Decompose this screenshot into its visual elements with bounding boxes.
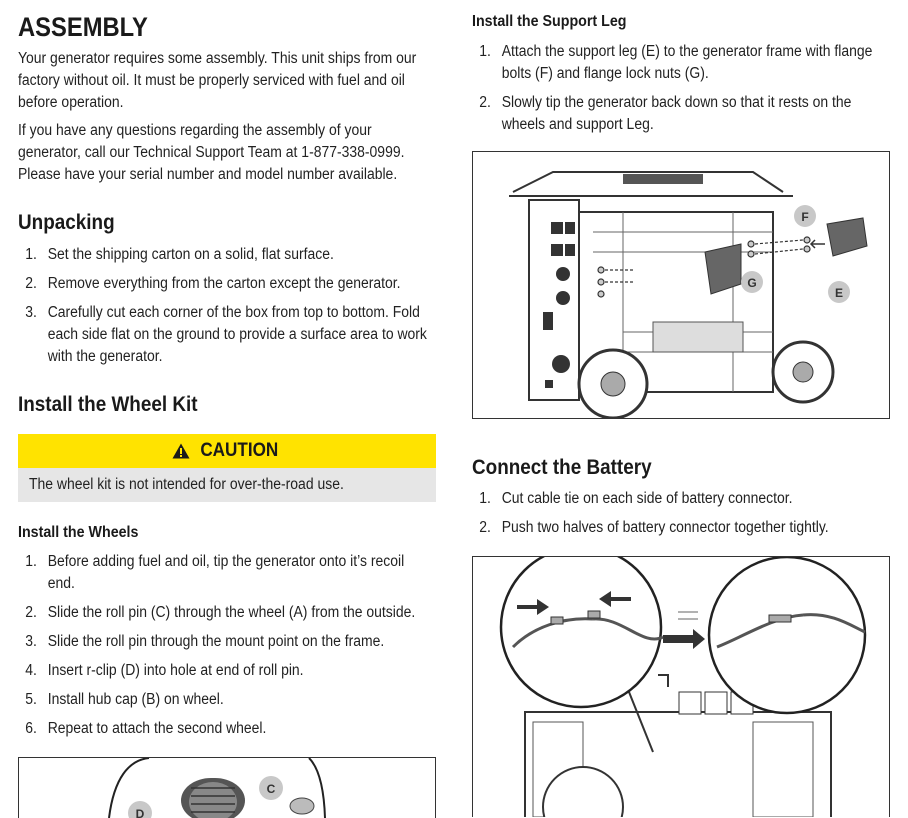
step-text: Slide the roll pin through the mount point on the frame.	[47, 633, 385, 650]
caution-label: CAUTION	[200, 440, 278, 461]
wheel-kit-heading: Install the Wheel Kit	[18, 393, 198, 416]
step-number: 1.	[479, 43, 491, 60]
battery-heading: Connect the Battery	[472, 456, 652, 479]
list-item	[18, 718, 432, 740]
step-number: 2.	[25, 275, 37, 292]
warning-icon	[172, 443, 190, 459]
support-leg-figure	[472, 151, 890, 419]
step-number: 3.	[25, 304, 37, 321]
list-item	[18, 660, 432, 682]
step-number: 1.	[25, 553, 37, 570]
step-text: Attach the support leg (E) to the generator frame with flange bolts (F) and flange lock nuts (G).	[501, 43, 873, 82]
battery-steps	[472, 488, 886, 546]
support-leg-steps	[472, 41, 886, 143]
page-title: ASSEMBLY	[18, 12, 148, 42]
step-text: Slide the roll pin (C) through the wheel (A) from the outside.	[47, 604, 416, 621]
callout-f: F	[801, 210, 809, 224]
support-info: If you have any questions regarding the assembly of your generator, call our Technical Support Team at 1-877-338-0999. Please have your serial number and model number available.	[18, 122, 405, 183]
list-item	[18, 551, 432, 595]
step-text: Remove everything from the carton except the generator.	[47, 275, 401, 292]
list-item	[18, 244, 432, 266]
step-number: 2.	[25, 604, 37, 621]
list-item	[472, 41, 886, 85]
step-number: 5.	[25, 691, 37, 708]
list-item	[18, 689, 432, 711]
caution-message	[18, 468, 436, 502]
step-number: 2.	[479, 519, 491, 536]
install-wheels-heading: Install the Wheels	[18, 524, 139, 541]
step-text: Repeat to attach the second wheel.	[47, 720, 267, 737]
step-text: Slowly tip the generator back down so that it rests on the wheels and support Leg.	[501, 94, 852, 133]
list-item	[472, 488, 886, 510]
callout-c: C	[266, 782, 276, 796]
support-leg-heading: Install the Support Leg	[472, 13, 627, 30]
caution-banner	[18, 434, 436, 468]
list-item	[472, 517, 886, 539]
list-item	[18, 631, 432, 653]
step-text: Before adding fuel and oil, tip the generator onto it’s recoil end.	[47, 553, 405, 592]
list-item	[18, 273, 432, 295]
step-number: 3.	[25, 633, 37, 650]
callout-g: G	[747, 276, 757, 290]
list-item	[472, 92, 886, 136]
callout-d: D	[135, 807, 145, 818]
step-text: Push two halves of battery connector together tightly.	[501, 519, 829, 536]
step-number: 1.	[25, 246, 37, 263]
wheel-kit-figure	[18, 757, 436, 818]
install-wheels-steps	[18, 551, 432, 747]
step-number: 2.	[479, 94, 491, 111]
callout-e: E	[834, 286, 844, 300]
step-text: Set the shipping carton on a solid, flat surface.	[47, 246, 334, 263]
battery-figure	[472, 556, 890, 817]
step-number: 6.	[25, 720, 37, 737]
unpacking-steps	[18, 244, 432, 375]
list-item	[18, 302, 432, 368]
step-number: 1.	[479, 490, 491, 507]
step-text: Install hub cap (B) on wheel.	[47, 691, 224, 708]
step-text: Carefully cut each corner of the box from top to bottom. Fold each side flat on the ground to provide a surface area to work with the generator.	[47, 304, 427, 365]
step-text: Insert r-clip (D) into hole at end of roll pin.	[47, 662, 304, 679]
step-text: Cut cable tie on each side of battery connector.	[501, 490, 793, 507]
list-item	[18, 602, 432, 624]
step-number: 4.	[25, 662, 37, 679]
assembly-intro: Your generator requires some assembly. This unit ships from our factory without oil. It must be properly serviced with fuel and oil before operation.	[18, 50, 417, 111]
unpacking-heading: Unpacking	[18, 211, 115, 234]
caution-text: The wheel kit is not intended for over-the-road use.	[29, 476, 344, 493]
